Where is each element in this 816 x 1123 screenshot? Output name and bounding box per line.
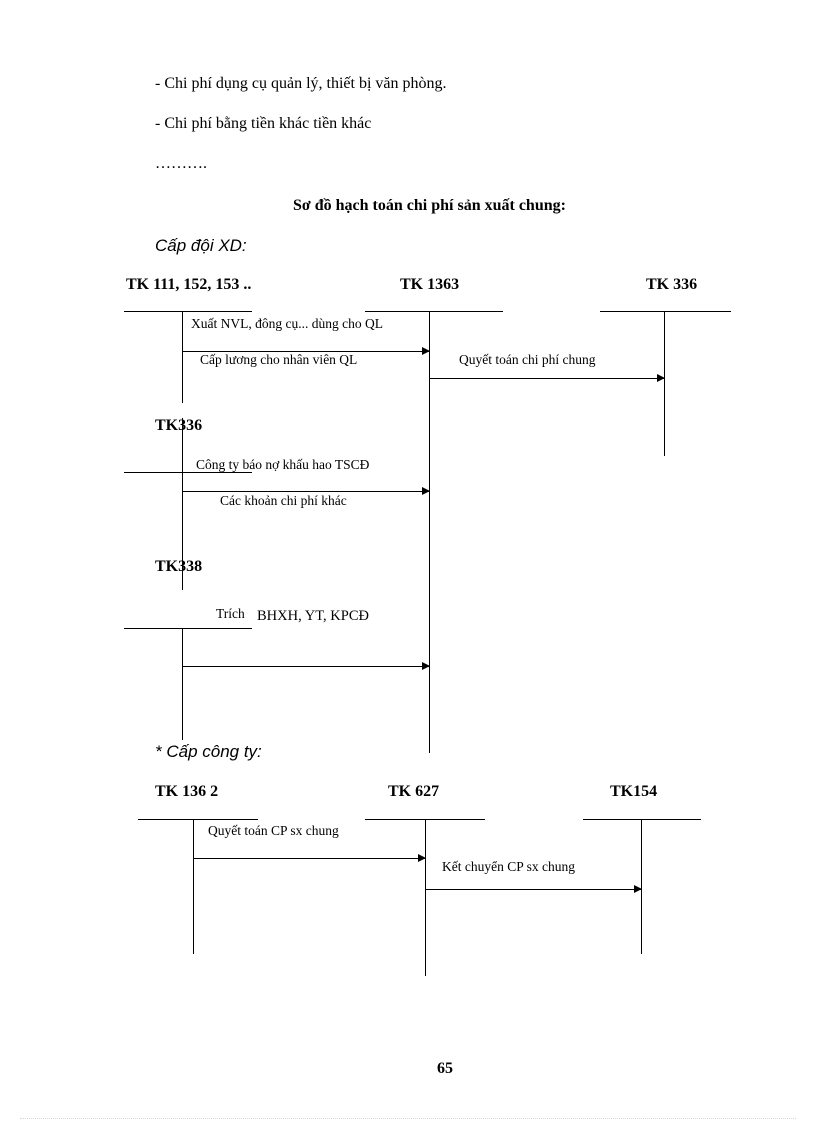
- t-account-stem-1362: [193, 819, 194, 954]
- t-account-stem-627: [425, 819, 426, 976]
- page-number: 65: [437, 1060, 453, 1077]
- t-account-bar-111: [124, 311, 252, 312]
- t-account-bar-1362: [138, 819, 258, 820]
- account-tk-627: TK 627: [388, 783, 440, 800]
- account-tk-1362: TK 136 2: [155, 783, 219, 800]
- t-account-stem-111: [182, 311, 183, 403]
- t-account-bar-154: [583, 819, 701, 820]
- label-cap-luong: Cấp lương cho nhân viên QL: [200, 352, 358, 367]
- account-tk-336-left: TK336: [155, 417, 203, 434]
- t-account-stem-338: [182, 628, 183, 740]
- label-xuat-nvl: Xuất NVL, đông cụ... dùng cho QL: [191, 316, 383, 331]
- label-trich: Trích: [216, 606, 245, 621]
- label-ket-chuyen: Kết chuyển CP sx chung: [442, 859, 575, 874]
- t-account-bar-336-right: [600, 311, 731, 312]
- intro-line-1: - Chi phí dụng cụ quản lý, thiết bị văn phòng.: [155, 75, 447, 92]
- label-quyet-toan-cp: Quyết toán CP sx chung: [208, 823, 339, 838]
- arrow-338-to-1363: [182, 666, 429, 667]
- account-tk-111: TK 111, 152, 153 ..: [126, 276, 252, 293]
- intro-line-2: - Chi phí bằng tiền khác tiền khác: [155, 115, 372, 132]
- label-cong-ty-bao-no: Công ty báo nợ khấu hao TSCĐ: [196, 457, 370, 472]
- label-quyet-toan: Quyết toán chi phí chung: [459, 352, 596, 367]
- account-tk-336-right: TK 336: [646, 276, 698, 293]
- account-tk-1363: TK 1363: [400, 276, 460, 293]
- arrow-627-to-154: [425, 889, 641, 890]
- diagram-1-heading: Cấp đội XD:: [155, 236, 247, 255]
- arrow-336-to-1363: [182, 491, 429, 492]
- t-account-stem-336-right: [664, 311, 665, 456]
- label-cac-khoan: Các khoản chi phí khác: [220, 493, 347, 508]
- t-account-bar-1363: [365, 311, 503, 312]
- label-bhxh: BHXH, YT, KPCĐ: [257, 608, 369, 624]
- arrow-1362-to-627: [193, 858, 425, 859]
- arrow-1363-to-336: [429, 378, 664, 379]
- intro-ellipsis: ……….: [155, 155, 207, 172]
- diagram-2-heading: * Cấp công ty:: [155, 742, 262, 761]
- account-tk-338: TK338: [155, 558, 203, 575]
- page-bottom-divider: [20, 1118, 796, 1119]
- account-tk-154: TK154: [610, 783, 658, 800]
- t-account-bar-338: [124, 628, 252, 629]
- section-title: Sơ đồ hạch toán chi phí sản xuất chung:: [293, 197, 566, 214]
